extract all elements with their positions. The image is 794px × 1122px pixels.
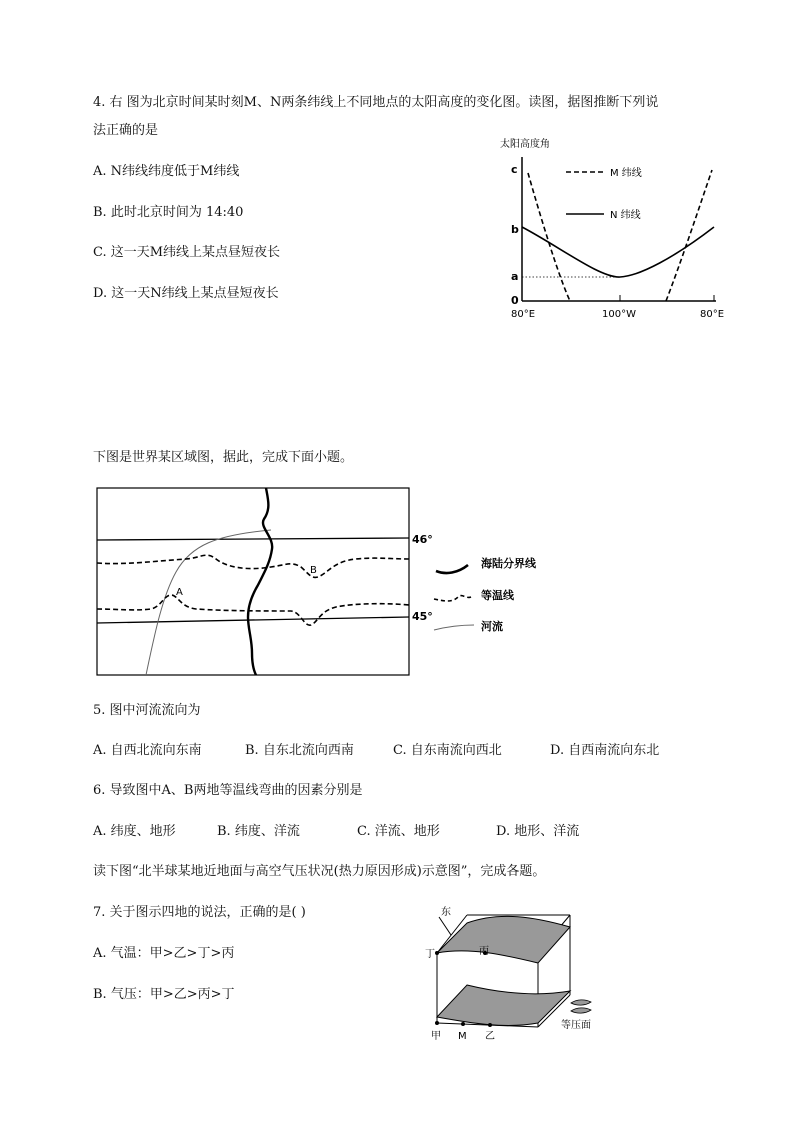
point-ding-label: 丁 <box>425 949 435 960</box>
y-tick-a: a <box>511 270 519 283</box>
q4-option-b: B. 此时北京时间为 14:40 <box>93 205 244 220</box>
lower-isobar-surface <box>437 985 570 1025</box>
legend-isotherm-label: 等温线 <box>481 589 514 602</box>
n-latitude-curve <box>522 227 714 277</box>
legend-coastline-label: 海陆分界线 <box>481 557 536 570</box>
x-tick-label-100w: 100°W <box>602 309 636 320</box>
isotherm-upper <box>97 555 409 577</box>
point-a-label: A <box>176 587 183 598</box>
latitude-label-45: 45° <box>412 610 433 623</box>
pressure-intro: 读下图“北半球某地近地面与高空气压状况(热力原因形成)示意图”，完成各题。 <box>93 864 546 879</box>
q4-option-d: D. 这一天N纬线上某点昼短夜长 <box>93 286 279 301</box>
m-latitude-curve-right <box>666 170 712 301</box>
isobar-diagram <box>425 905 625 1045</box>
q6-option-a: A. 纬度、地形 <box>93 824 176 839</box>
point-b-label: B <box>310 565 317 576</box>
x-tick-label-80e-right: 80°E <box>700 309 725 320</box>
x-tick-label-80e-left: 80°E <box>511 309 536 320</box>
q7-option-b: B. 气压：甲>乙>丙>丁 <box>93 987 235 1002</box>
q5-option-a: A. 自西北流向东南 <box>93 743 202 758</box>
q5-option-d: D. 自西南流向东北 <box>550 743 660 758</box>
point-yi-label: 乙 <box>485 1031 495 1042</box>
point-yi <box>488 1023 492 1027</box>
coastline <box>248 488 272 675</box>
region-map <box>96 487 566 687</box>
q6-option-c: C. 洋流、地形 <box>357 824 440 839</box>
q4-option-a: A. N纬线纬度低于M纬线 <box>93 164 240 179</box>
point-m <box>461 1022 465 1026</box>
q5-stem: 5. 图中河流流向为 <box>93 703 201 718</box>
latitude-line-46 <box>97 538 409 540</box>
legend-n-label: N 纬线 <box>610 210 641 221</box>
latitude-label-46: 46° <box>412 533 433 546</box>
m-latitude-curve-left <box>528 173 570 301</box>
q7-stem: 7. 关于图示四地的说法，正确的是( ) <box>93 905 306 920</box>
q6-option-d: D. 地形、洋流 <box>496 824 580 839</box>
legend-river-label: 河流 <box>481 620 503 633</box>
y-axis-title: 太阳高度角 <box>500 139 550 150</box>
map-intro: 下图是世界某区域图，据此，完成下面小题。 <box>93 450 354 465</box>
legend-river-symbol <box>434 625 474 630</box>
point-bing-label: 丙 <box>479 946 489 957</box>
q4-option-c: C. 这一天M纬线上某点昼短夜长 <box>93 245 281 260</box>
point-ding <box>435 951 439 955</box>
y-tick-0: 0 <box>511 294 519 307</box>
q6-stem: 6. 导致图中A、B两地等温线弯曲的因素分别是 <box>93 783 363 798</box>
q4-stem-line1: 4. 右 图为北京时间某时刻M、N两条纬线上不同地点的太阳高度的变化图。读图，据图推断下列说 <box>93 95 659 110</box>
q6-option-b: B. 纬度、洋流 <box>217 824 300 839</box>
latitude-line-45 <box>97 617 409 623</box>
legend-isotherm-symbol <box>434 596 471 601</box>
point-m-label: M <box>458 1031 467 1042</box>
point-jia <box>435 1021 439 1025</box>
legend-m-label: M 纬线 <box>610 168 642 179</box>
east-label: 东 <box>441 907 451 918</box>
isobar-legend-symbol-top <box>571 1000 591 1005</box>
east-arrow <box>439 917 451 935</box>
q5-option-b: B. 自东北流向西南 <box>245 743 354 758</box>
y-tick-b: b <box>511 223 519 236</box>
q7-option-a: A. 气温：甲>乙>丁>丙 <box>93 946 235 961</box>
map-frame <box>97 488 409 675</box>
legend-coastline-symbol <box>436 565 468 573</box>
isotherm-lower <box>97 595 409 625</box>
upper-isobar-surface <box>437 916 570 963</box>
y-tick-c: c <box>511 163 518 176</box>
sun-altitude-chart <box>500 135 740 325</box>
isobar-legend-label: 等压面 <box>561 1020 591 1031</box>
q5-option-c: C. 自东南流向西北 <box>393 743 502 758</box>
isobar-legend-symbol-bottom <box>571 1008 591 1013</box>
point-jia-label: 甲 <box>431 1031 441 1042</box>
q4-stem-line2: 法正确的是 <box>93 123 159 138</box>
